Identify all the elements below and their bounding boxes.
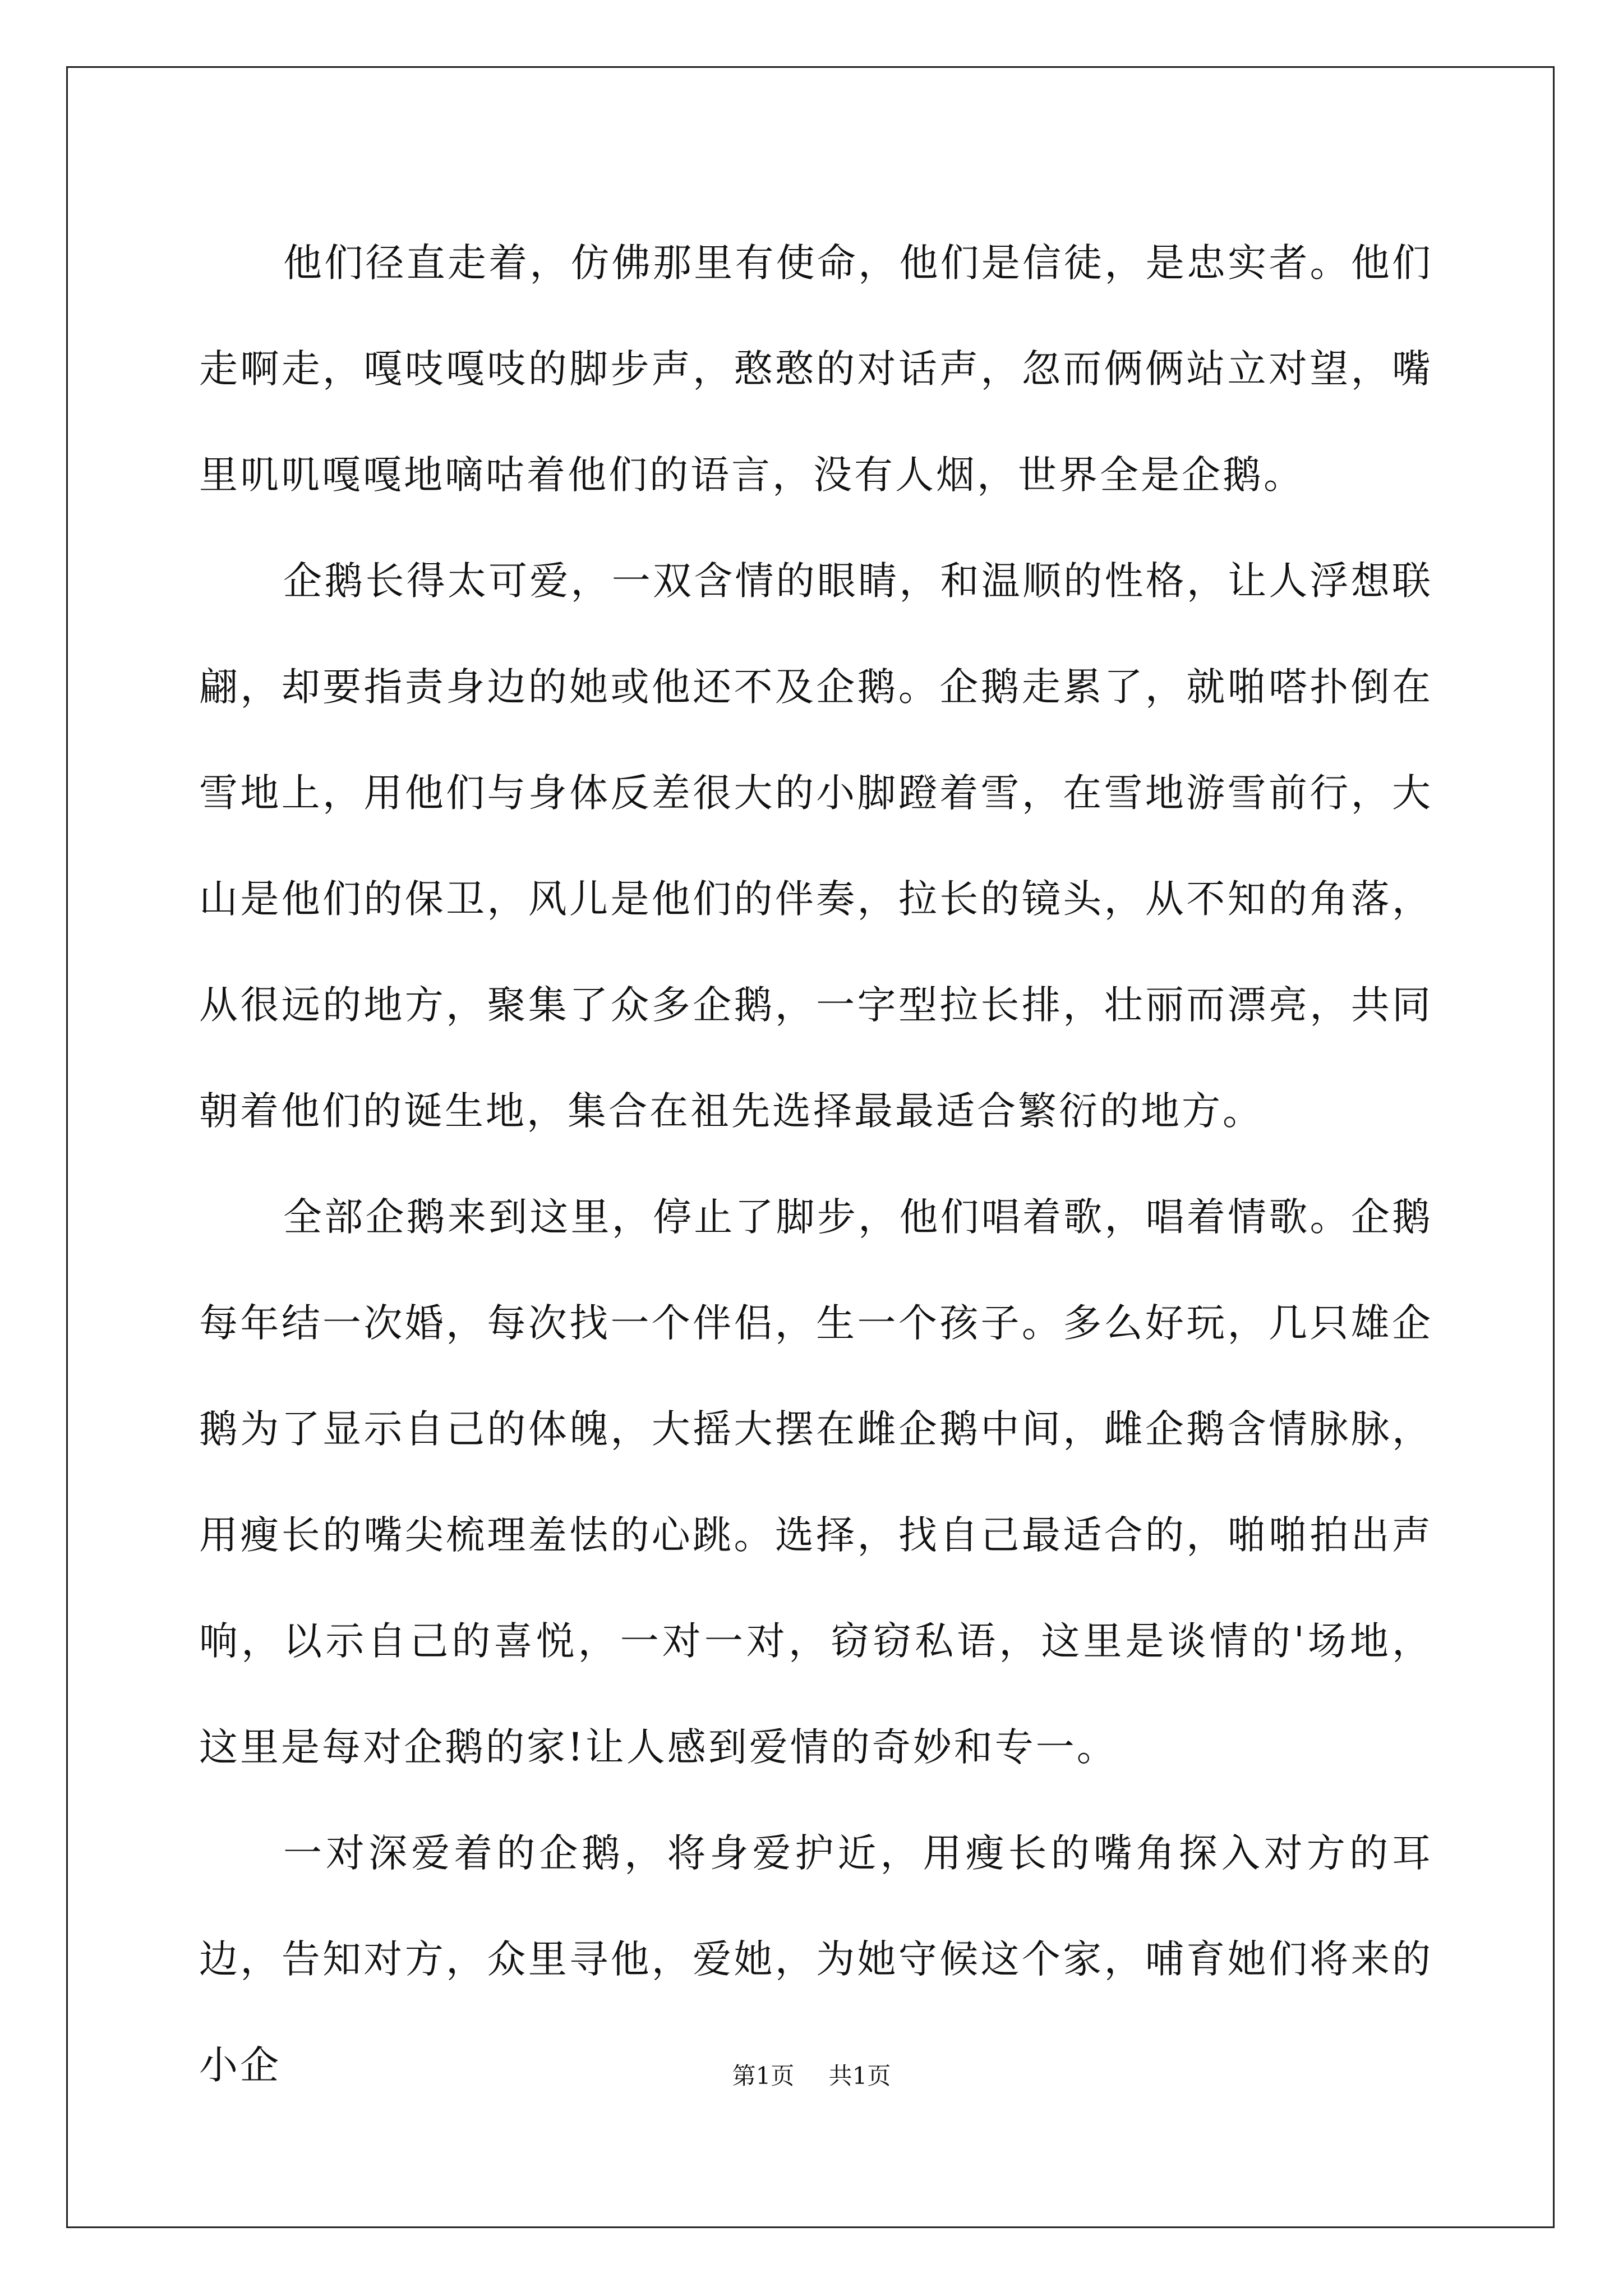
paragraph: 全部企鹅来到这里，停止了脚步，他们唱着歌，唱着情歌。企鹅每年结一次婚，每次找一个伴侣，生一个孩子。多么好玩，几只雄企鹅为了显示自己的体魄，大摇大摆在雌企鹅中间，雌企鹅含情脉脉，用瘦长的嘴尖梳理羞怯的心跳。选择，找自己最适合的，啪啪拍出声响，以示自己的喜悦，一对一对，窃窃私语，这里是谈情的'场地，这里是每对企鹅的家!让人感到爱情的奇妙和专一。 bbox=[199, 1195, 1433, 1770]
paragraph: 他们径直走着，仿佛那里有使命，他们是信徒，是忠实者。他们走啊走，嘎吱嘎吱的脚步声，憨憨的对话声，忽而俩俩站立对望，嘴里叽叽嘎嘎地嘀咕着他们的语言，没有人烟，世界全是企鹅。 bbox=[199, 241, 1433, 498]
page-count: 共1页 bbox=[828, 2062, 891, 2090]
paragraph: 一对深爱着的企鹅，将身爱护近，用瘦长的嘴角探入对方的耳边，告知对方，众里寻他，爱她，为她守候这个家，哺育她们将来的小企 bbox=[199, 1831, 1433, 2088]
page-number: 第1页 bbox=[732, 2062, 795, 2090]
page-footer bbox=[0, 2058, 1623, 2091]
document-body bbox=[199, 210, 1433, 2119]
paragraph: 企鹅长得太可爱，一双含情的眼睛，和温顺的性格，让人浮想联翩，却要指责身边的她或他还不及企鹅。企鹅走累了，就啪嗒扑倒在雪地上，用他们与身体反差很大的小脚蹬着雪，在雪地游雪前行，大山是他们的保卫，风儿是他们的伴奏，拉长的镜头，从不知的角落，从很远的地方，聚集了众多企鹅，一字型拉长排，壮丽而漂亮，共同朝着他们的诞生地，集合在祖先选择最最适合繁衍的地方。 bbox=[199, 559, 1433, 1134]
